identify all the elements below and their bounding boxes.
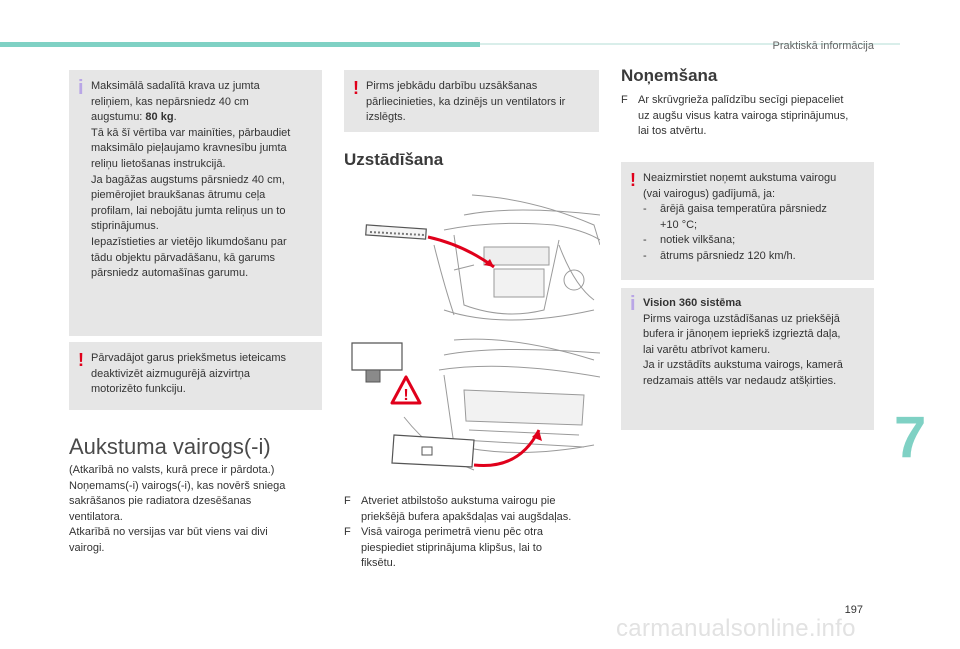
installation-step-2	[344, 525, 600, 572]
step-line: Visā vairoga perimetrā vienu pēc otra	[361, 526, 544, 538]
step-line: piespiediet stiprinājuma klipšus, lai to	[361, 541, 542, 554]
step-line: lai tos atvērtu.	[638, 125, 707, 138]
cold-shield-heading: Aukstuma vairogs(-i)	[69, 434, 271, 459]
warning-triangle-icon	[392, 377, 420, 404]
warning-line: Pārvadājot garus priekšmetus ieteicams	[91, 352, 287, 364]
warning-line: Pirms jebkādu darbību uzsākšanas	[366, 80, 538, 92]
warning-exclamation-icon: !	[353, 78, 359, 98]
info-line: augstumu: 80 kg.	[91, 111, 177, 124]
warning-box-remove-shield	[621, 162, 874, 280]
info-line: lai varētu atbrīvot kameru.	[643, 343, 771, 356]
info-line: reliņu lietošanas instrukcijā.	[91, 157, 226, 170]
info-line: stiprinājumus.	[91, 220, 159, 233]
cold-shield-description	[69, 463, 324, 557]
installation-step-1	[344, 494, 600, 525]
info-title: Vision 360 sistēma	[643, 297, 742, 309]
arrow-bottom-shield	[474, 430, 539, 466]
cold-shield-bottom-part	[352, 343, 474, 467]
info-line: Ja ir uzstādīts aukstuma vairogs, kamerā	[643, 359, 843, 372]
warning-box-long-objects	[69, 342, 322, 410]
info-line: pārsniedz automašīnas garumu.	[91, 267, 249, 280]
cold-shield-illustration	[344, 185, 600, 475]
condition-item: - notiek vilkšana;	[643, 234, 736, 247]
info-icon: i	[78, 77, 84, 99]
conditions-list	[643, 202, 869, 264]
bullet-marker: F	[344, 495, 351, 507]
removal-heading: Noņemšana	[621, 66, 718, 85]
bullet-marker: F	[344, 526, 351, 538]
step-line: Ar skrūvgrieža palīdzību secīgi piepaceliet	[638, 94, 844, 106]
warning-exclamation-icon: !	[630, 170, 636, 190]
body-line: (Atkarībā no valsts, kurā prece ir pārdota.)	[69, 464, 275, 476]
warning-sign: !	[403, 387, 409, 404]
cold-shield-top-part	[366, 225, 427, 239]
info-line: Maksimālā sadalītā krava uz jumta	[91, 80, 260, 92]
warning-line: pārliecinieties, ka dzinējs un ventilators ir	[366, 95, 566, 108]
body-line: vairogi.	[69, 541, 105, 554]
chapter-number: 7	[894, 405, 927, 470]
condition-item: - ātrums pārsniedz 120 km/h.	[643, 249, 796, 262]
info-box-vision-360	[621, 288, 874, 430]
max-load-value: 80 kg	[145, 111, 174, 124]
step-line: Atveriet atbilstošo aukstuma vairogu pie	[361, 495, 556, 507]
info-line: tādu objektu pārvadāšanu, kā garums	[91, 251, 276, 264]
condition-item: - ārējā gaisa temperatūra pārsniedz +10 °C;	[643, 203, 827, 231]
info-box-roof-load	[69, 70, 322, 336]
info-line: Ja bagāžas augstums pārsniedz 40 cm,	[91, 173, 285, 186]
installation-heading: Uzstādīšana	[344, 150, 444, 169]
body-line: Noņemams(-i) vairogs(-i), kas novērš sniega	[69, 479, 286, 492]
info-line: bufera ir jānoņem iepriekš izgrieztā daļa,	[643, 328, 841, 341]
warning-line: Neaizmirstiet noņemt aukstuma vairogu	[643, 172, 837, 184]
removal-step-1	[621, 93, 881, 140]
info-icon: i	[630, 293, 636, 315]
info-line: Iepazīstieties ar vietējo likumdošanu par	[91, 235, 287, 248]
watermark: carmanualsonline.info	[616, 615, 856, 642]
info-line: piemērojiet braukšanas ātrumu ceļa	[91, 189, 266, 202]
info-line: maksimālo pieļaujamo kravnesību jumta	[91, 142, 287, 155]
car-front-top-drawing	[434, 195, 600, 320]
header-accent-bar	[0, 42, 480, 47]
info-line: Tā kā šī vērtība var mainīties, pārbaudiet	[91, 126, 291, 139]
step-line: uz augšu visus katra vairoga stiprinājumus,	[638, 109, 849, 122]
bullet-marker: F	[621, 94, 628, 106]
warning-line: izslēgts.	[366, 111, 406, 124]
section-title: Praktiskā informācija	[772, 40, 874, 52]
body-line: ventilatora.	[69, 510, 123, 523]
step-line: fiksētu.	[361, 557, 396, 570]
body-line: Atkarībā no versijas var būt viens vai divi	[69, 526, 268, 539]
page-number: 197	[844, 604, 863, 616]
warning-exclamation-icon: !	[78, 350, 84, 370]
warning-line: motorizēto funkciju.	[91, 383, 186, 396]
info-line: redzamais attēls var nedaudz atšķirties.	[643, 374, 837, 387]
body-line: sakrāšanos pie radiatora dzesēšanas	[69, 495, 252, 508]
step-line: priekšējā bufera apakšdaļas vai augšdaļas.	[361, 510, 572, 523]
info-line: reliņiem, kas nepārsniedz 40 cm	[91, 95, 249, 108]
info-line: Pirms vairoga uzstādīšanas uz priekšējā	[643, 312, 840, 325]
warning-box-engine-off	[344, 70, 599, 132]
warning-line: (vai vairogus) gadījumā, ja:	[643, 187, 776, 200]
info-line: profilam, lai nebojātu jumta reliņus un to	[91, 204, 286, 217]
warning-line: deaktivizēt aizmugurējā aizvirtņa	[91, 367, 250, 380]
